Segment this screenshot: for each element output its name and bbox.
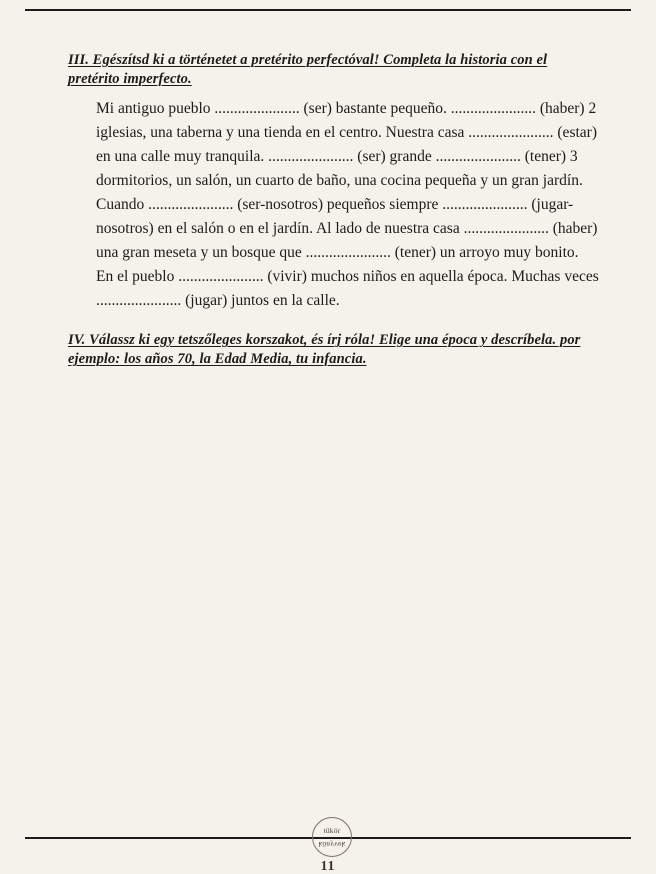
exercise-4-heading-line-1: IV. Válassz ki egy tetszőleges korszakot, és írj róla! Elige una época y descríbela. por <box>68 332 581 348</box>
logo-text-konyvek-mirrored: könyvek <box>318 840 346 849</box>
exercise-4-heading-line-2: ejemplo: los años 70, la Edad Media, tu infancia. <box>68 351 367 367</box>
exercise-3-heading-line-2: pretérito imperfecto. <box>68 71 192 87</box>
logo-text-tukor: tükör <box>323 826 341 835</box>
page-number: 11 <box>320 858 336 873</box>
exercise-4-heading <box>68 331 628 369</box>
paragraph-line: Mi antiguo pueblo ...................... (ser) bastante pequeño. ...................... (haber) 2 <box>96 100 597 117</box>
exercise-3-heading-line-1: III. Egészítsd ki a történetet a pretérito perfectóval! Completa la historia con el <box>68 52 548 68</box>
paragraph-line: iglesias, una taberna y una tienda en el centro. Nuestra casa ...................... (estar) <box>96 124 597 141</box>
paragraph-line: una gran meseta y un bosque que ...................... (tener) un arroyo muy bonito. <box>96 244 579 261</box>
tukor-konyvek-logo <box>312 817 352 857</box>
paragraph-line: Cuando ...................... (ser-nosotros) pequeños siempre ...................... (jugar- <box>96 196 574 213</box>
paragraph-line: nosotros) en el salón o en el jardín. Al lado de nuestra casa ...................... (haber) <box>96 220 598 237</box>
paragraph-line: en una calle muy tranquila. ...................... (ser) grande ...................... (tener) 3 <box>96 148 578 165</box>
paragraph-line: En el pueblo ...................... (vivir) muchos niños en aquella época. Muchas veces <box>96 268 599 285</box>
paragraph-line: ...................... (jugar) juntos en la calle. <box>96 292 340 309</box>
top-rule <box>25 9 631 11</box>
exercise-3-heading <box>68 51 628 89</box>
paragraph-line: dormitorios, un salón, un cuarto de baño, una cocina pequeña y un gran jardín. <box>96 172 583 189</box>
exercise-3-fill-in-paragraph <box>96 97 616 313</box>
